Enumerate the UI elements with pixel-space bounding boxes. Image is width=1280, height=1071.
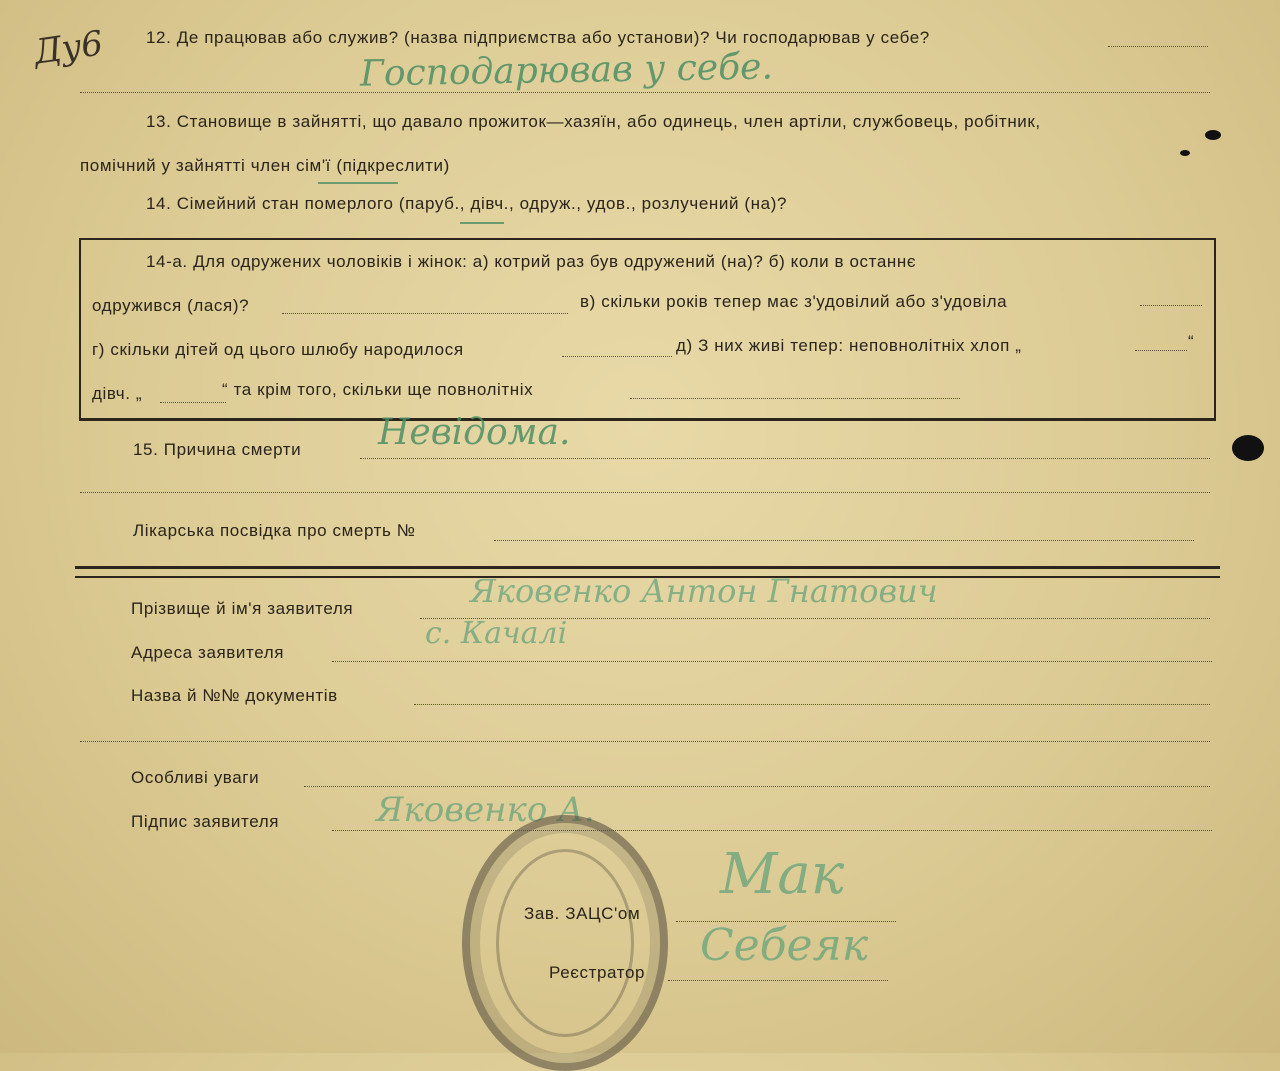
q14a-line3b: д) З них живі тепер: неповнолітніх хлоп „ <box>676 336 1022 355</box>
applicant-address-label: Адреса заявителя <box>131 643 285 662</box>
applicant-name-value: Яковенко Антон Гнатович <box>470 572 938 610</box>
q15-label: 15. Причина смерти <box>133 440 302 459</box>
q15-answer: Невідома. <box>378 412 571 453</box>
ink-mark-2 <box>1180 150 1190 156</box>
section-divider <box>75 566 1220 569</box>
q12-label: 12. Де працював або служив? (назва підприємства або установи)? Чи господарював у себе? <box>146 28 930 47</box>
documents-label: Назва й №№ документів <box>131 686 338 705</box>
q14a-line3a: г) скільки дітей од цього шлюбу народилося <box>92 340 464 359</box>
q14a-line3c: “ <box>1188 332 1195 351</box>
official-stamp <box>462 815 668 1071</box>
notes-label: Особливі уваги <box>131 768 260 787</box>
q13-label: 13. Становище в зайнятті, що давало прожиток—хазяїн, або одинець, член артіли, службовець, робітник, <box>146 112 1041 131</box>
registrar-signature: Себеяк <box>700 920 869 971</box>
applicant-name-label: Прізвище й ім'я заявителя <box>131 599 354 618</box>
head-label: Зав. ЗАЦС'ом <box>524 904 641 923</box>
q14a-line1: 14-а. Для одружених чоловіків і жінок: а) котрий раз був одружений (на)? б) коли в останнє <box>146 252 917 271</box>
applicant-address-value: с. Качалі <box>425 616 568 651</box>
q14a-line4a: дівч. „ <box>92 384 143 403</box>
q14-label: 14. Сімейний стан померлого (паруб., дівч., одруж., удов., розлучений (на)? <box>146 194 788 213</box>
signature-label: Підпис заявителя <box>131 812 280 831</box>
q12-answer: Господарював у себе. <box>359 46 774 95</box>
q14-underline <box>460 222 504 224</box>
q13-label-cont: помічний у зайнятті член сім'ї (підкреслити) <box>80 156 450 175</box>
head-signature: Мак <box>720 842 845 907</box>
q14a-line2b: в) скільки років тепер має з'удовілий або з'удовіла <box>580 292 1008 311</box>
q13-underline <box>318 182 398 184</box>
medical-cert-label: Лікарська посвідка про смерть № <box>133 521 416 540</box>
q14a-line4b: “ та крім того, скільки ще повнолітніх <box>222 380 534 399</box>
ink-mark <box>1205 130 1221 140</box>
binding-hole <box>1232 435 1264 461</box>
margin-note: Ду6 <box>31 23 106 73</box>
applicant-signature: Яковенко А. <box>376 790 595 830</box>
q14a-line2a: одружився (лася)? <box>92 296 250 315</box>
registrar-label: Реєстратор <box>549 963 646 982</box>
